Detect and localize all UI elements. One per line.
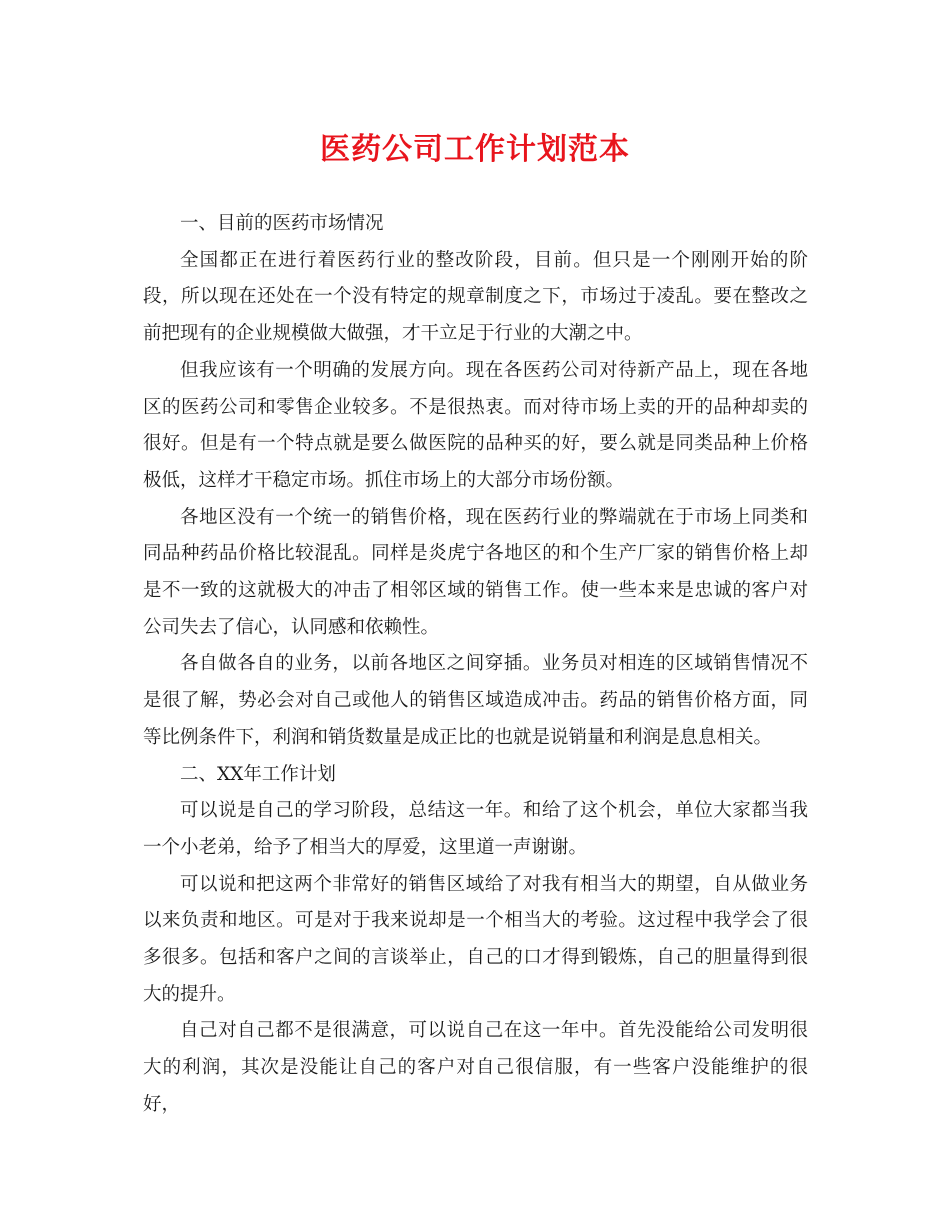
paragraph: 各自做各自的业务，以前各地区之间穿插。业务员对相连的区域销售情况不是很了解，势必会对自己或他人的销售区域造成冲击。药品的销售价格方面，同等比例条件下，利润和销货数量是成正比的也就是说销量和利润是息息相关。 <box>143 653 808 748</box>
paragraph: 可以说是自己的学习阶段，总结这一年。和给了这个机会，单位大家都当我一个小老弟，给予了相当大的厚爱，这里道一声谢谢。 <box>143 800 808 858</box>
document-body <box>143 206 808 1124</box>
section-heading-1: 一、目前的医药市场情况 <box>180 213 384 234</box>
paragraph: 可以说和把这两个非常好的销售区域给了对我有相当大的期望，自从做业务以来负责和地区。可是对于我来说却是一个相当大的考验。这过程中我学会了很多很多。包括和客户之间的言谈举止，自己的口才得到锻炼，自己的胆量得到很大的提升。 <box>143 873 808 1005</box>
paragraph: 各地区没有一个统一的销售价格，现在医药行业的弊端就在于市场上同类和同品种药品价格比较混乱。同样是炎虎宁各地区的和个生产厂家的销售价格上却是不一致的这就极大的冲击了相邻区域的销售工作。使一些本来是忠诚的客户对公司失去了信心，认同感和依赖性。 <box>143 506 808 638</box>
paragraph: 自己对自己都不是很满意，可以说自己在这一年中。首先没能给公司发明很大的利润，其次是没能让自己的客户对自己很信服，有一些客户没能维护的很好， <box>143 1020 808 1115</box>
paragraph: 但我应该有一个明确的发展方向。现在各医药公司对待新产品上，现在各地区的医药公司和零售企业较多。不是很热衷。而对待市场上卖的开的品种却卖的很好。但是有一个特点就是要么做医院的品种买的好，要么就是同类品种上价格极低，这样才干稳定市场。抓住市场上的大部分市场份额。 <box>143 359 808 491</box>
document-title: 医药公司工作计划范本 <box>320 132 630 167</box>
paragraph: 全国都正在进行着医药行业的整改阶段，目前。但只是一个刚刚开始的阶段，所以现在还处在一个没有特定的规章制度之下，市场过于凌乱。要在整改之前把现有的企业规模做大做强，才干立足于行业的大潮之中。 <box>143 249 808 345</box>
section-heading-2: 二、XX年工作计划 <box>180 763 336 785</box>
